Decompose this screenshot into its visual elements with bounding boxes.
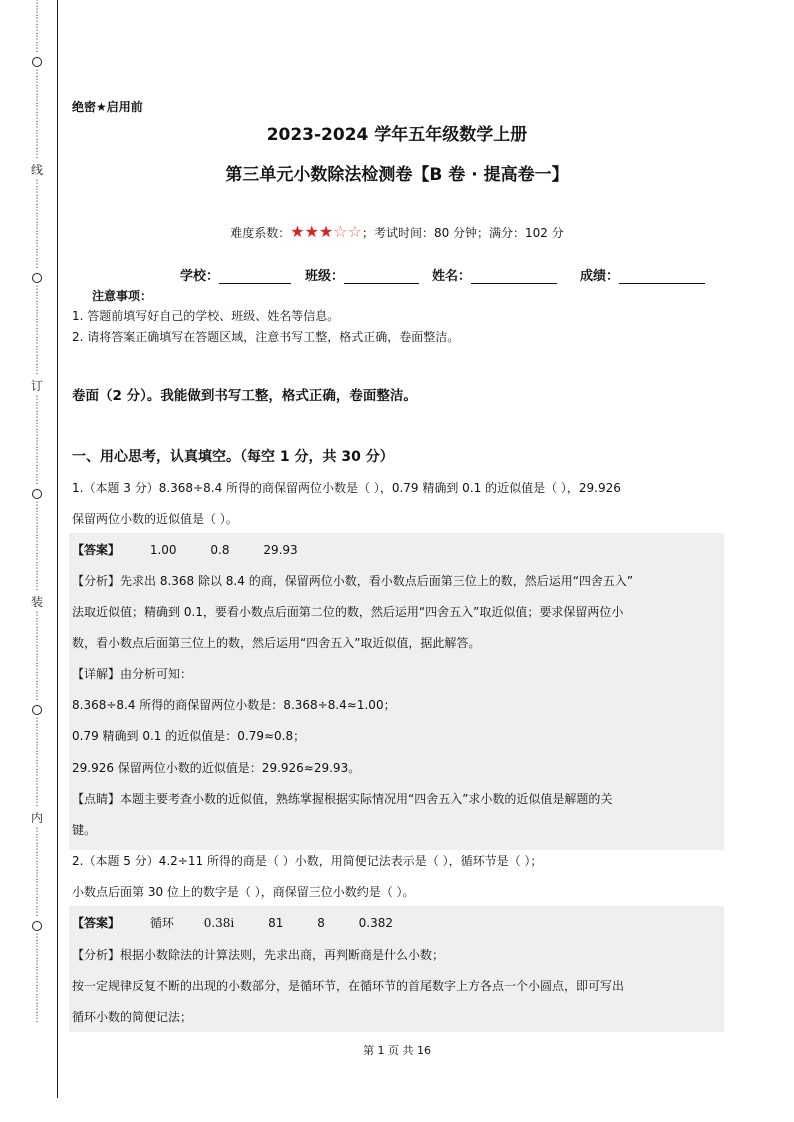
notice-item: 2. 请将答案正确填写在答题区域，注意书写工整，格式正确，卷面整洁。: [72, 330, 460, 344]
binding-dot: ⋮: [32, 440, 42, 450]
school-field: [180, 265, 291, 284]
binding-dot: ⋮: [32, 348, 42, 358]
binding-dot: ⋮: [32, 827, 42, 837]
binding-dot: ⋮: [32, 1014, 42, 1024]
detail-text: 【详解】由分析可知：: [72, 667, 193, 681]
score-blank[interactable]: [619, 269, 705, 284]
binding-dot: ⋮: [32, 735, 42, 745]
binding-dot: ⋮: [32, 845, 42, 855]
binding-dot: ⋮: [32, 960, 42, 970]
binding-dot: ⋮: [32, 260, 42, 270]
binding-dot: ⋮: [32, 899, 42, 909]
binding-dot: ⋮: [32, 564, 42, 574]
binding-dot: ⋮: [32, 150, 42, 160]
binding-dot: ⋮: [32, 141, 42, 151]
binding-dot: ⋮: [32, 744, 42, 754]
binding-dot: ⋮: [32, 251, 42, 261]
binding-dot: ⋮: [32, 620, 42, 630]
binding-dot: ⋮: [32, 35, 42, 45]
school-blank[interactable]: [219, 269, 291, 284]
binding-dot: ⋮: [32, 179, 42, 189]
binding-dot: ⋮: [32, 881, 42, 891]
binding-dot: ⋮: [32, 854, 42, 864]
binding-dot: ⋮: [32, 528, 42, 538]
binding-char: 内: [30, 811, 43, 825]
detail-text: 29.926 保留两位小数的近似值是：29.926≈29.93。: [72, 761, 361, 775]
binding-dot: ⋮: [32, 69, 42, 79]
binding-dot: ⋮: [32, 114, 42, 124]
binding-dot: ⋮: [32, 629, 42, 639]
binding-dot: ⋮: [32, 303, 42, 313]
page-subtitle: 第三单元小数除法检测卷【B 卷 · 提高卷一】: [225, 165, 569, 185]
analysis-text: 【分析】根据小数除法的计算法则，先求出商，再判断商是什么小数；: [72, 948, 445, 962]
binding-circle-icon: [32, 273, 42, 283]
binding-dot: ⋮: [32, 890, 42, 900]
name-field: [432, 265, 557, 284]
binding-dot: ⋮: [32, 467, 42, 477]
detail-text: 8.368÷8.4 所得的商保留两位小数是：8.368÷8.4≈1.00；: [72, 698, 396, 712]
binding-dot: ⋮: [32, 339, 42, 349]
binding-dot: ⋮: [32, 789, 42, 799]
question-2-line: 小数点后面第 30 位上的数字是（ ），商保留三位小数约是（ ）。: [72, 885, 415, 899]
binding-circle-icon: [32, 921, 42, 931]
analysis-text: 法取近似值；精确到 0.1，要看小数点后面第二位的数，然后运用“四舍五入”取近似值；要求保留两位小: [72, 605, 624, 619]
binding-dot: ⋮: [32, 798, 42, 808]
binding-dot: ⋮: [32, 908, 42, 918]
binding-dot: ⋮: [32, 233, 42, 243]
binding-dot: ⋮: [32, 224, 42, 234]
binding-dot: ⋮: [32, 285, 42, 295]
star-empty-icon: ☆☆: [333, 222, 362, 241]
class-blank[interactable]: [344, 269, 419, 284]
binding-dot: ⋮: [32, 647, 42, 657]
answer-value: 1.00: [149, 543, 177, 557]
binding-dot: ⋮: [32, 26, 42, 36]
answer-value: 81: [268, 916, 284, 930]
binding-dot: ⋮: [32, 726, 42, 736]
binding-dot: ⋮: [32, 987, 42, 997]
exam-meta: [0, 222, 794, 241]
binding-dot: ⋮: [32, 458, 42, 468]
answer-label: 【答案】: [72, 543, 121, 557]
binding-dot: ⋮: [32, 422, 42, 432]
school-label: 学校：: [180, 269, 220, 284]
binding-dot: ⋮: [32, 537, 42, 547]
binding-dot: ⋮: [32, 8, 42, 18]
binding-dot: ⋮: [32, 933, 42, 943]
binding-dot: ⋮: [32, 312, 42, 322]
binding-dot: ⋮: [32, 197, 42, 207]
binding-dot: ⋮: [32, 242, 42, 252]
binding-dot: ⋮: [32, 863, 42, 873]
binding-dot: ⋮: [32, 321, 42, 331]
binding-dot: ⋮: [32, 717, 42, 727]
binding-dot: ⋮: [32, 413, 42, 423]
analysis-text: 循环小数的简便记法；: [72, 1010, 193, 1024]
binding-dot: ⋮: [32, 501, 42, 511]
binding-char: 线: [30, 163, 43, 177]
answer-label: 【答案】: [72, 916, 121, 930]
score-label: 成绩：: [580, 269, 620, 284]
binding-dot: ⋮: [32, 762, 42, 772]
point-text: 【点睛】本题主要考查小数的近似值，熟练掌握根据实际情况用“四舍五入”求小数的近似值是解题的关: [72, 792, 613, 806]
binding-dot: ⋮: [32, 942, 42, 952]
binding-dot: ⋮: [32, 582, 42, 592]
binding-dot: ⋮: [32, 611, 42, 621]
page-title: 2023-2024 学年五年级数学上册: [266, 125, 528, 145]
binding-dot: ⋮: [32, 431, 42, 441]
name-blank[interactable]: [471, 269, 557, 284]
question-2-line: 2.（本题 5 分）4.2÷11 所得的商是（ ）小数，用简便记法表示是（ ），循环节是（ ）；: [72, 854, 543, 868]
notice-item: 1. 答题前填写好自己的学校、班级、姓名等信息。: [72, 309, 340, 323]
binding-dot: ⋮: [32, 0, 42, 9]
difficulty-stars: [290, 222, 362, 241]
binding-dot: ⋮: [32, 573, 42, 583]
binding-dot: ⋮: [32, 510, 42, 520]
binding-dot: ⋮: [32, 996, 42, 1006]
star-filled-icon: ★★★: [290, 222, 334, 241]
binding-dot: ⋮: [32, 105, 42, 115]
answer-value: 0.38i: [203, 916, 235, 930]
binding-dot: ⋮: [32, 951, 42, 961]
binding-dot: ⋮: [32, 753, 42, 763]
answer-row: [72, 914, 724, 931]
binding-dot: ⋮: [32, 17, 42, 27]
class-label: 班级：: [305, 269, 345, 284]
binding-dot: ⋮: [32, 546, 42, 556]
answer-value: 0.8: [210, 543, 230, 557]
binding-dot: ⋮: [32, 555, 42, 565]
binding-dot: ⋮: [32, 294, 42, 304]
analysis-text: 【分析】先求出 8.368 除以 8.4 的商，保留两位小数，看小数点后面第三位上的数，然后运用“四舍五入”: [72, 574, 634, 588]
binding-dot: ⋮: [32, 638, 42, 648]
class-field: [305, 265, 419, 284]
answer-value: 循环: [149, 916, 174, 930]
notice-title: 注意事项：: [92, 289, 153, 303]
binding-dot: ⋮: [32, 665, 42, 675]
binding-dot: ⋮: [32, 969, 42, 979]
binding-dot: ⋮: [32, 123, 42, 133]
answer-row: [72, 541, 724, 558]
binding-circle-icon: [32, 57, 42, 67]
binding-dot: ⋮: [32, 683, 42, 693]
score-field: [580, 265, 705, 284]
binding-dot: ⋮: [32, 395, 42, 405]
binding-circle-icon: [32, 489, 42, 499]
name-label: 姓名：: [432, 269, 472, 284]
page-footer: 第 1 页 共 16: [363, 1044, 431, 1057]
question-1-line: 1.（本题 3 分）8.368÷8.4 所得的商保留两位小数是（ ），0.79 精确到 0.1 的近似值是（ ），29.926: [72, 481, 621, 495]
point-text: 键。: [72, 823, 97, 837]
binding-dot: ⋮: [32, 404, 42, 414]
binding-dot: ⋮: [32, 357, 42, 367]
binding-dot: ⋮: [32, 978, 42, 988]
section-heading: 一、用心思考，认真填空。（每空 1 分，共 30 分）: [72, 449, 394, 465]
binding-dot: ⋮: [32, 215, 42, 225]
binding-dot: ⋮: [32, 780, 42, 790]
binding-dot: ⋮: [32, 96, 42, 106]
binding-dot: ⋮: [32, 476, 42, 486]
binding-dot: ⋮: [32, 188, 42, 198]
difficulty-label: 难度系数：: [230, 226, 291, 240]
detail-text: 0.79 精确到 0.1 的近似值是：0.79≈0.8；: [72, 729, 306, 743]
binding-dot: ⋮: [32, 872, 42, 882]
analysis-text: 数，看小数点后面第三位上的数，然后运用“四舍五入”取近似值，据此解答。: [72, 636, 481, 650]
answer-value: 8: [317, 916, 325, 930]
binding-char: 装: [30, 595, 43, 609]
exam-time-score: ；考试时间：80 分钟；满分：102 分: [361, 226, 564, 240]
binding-dot: ⋮: [32, 656, 42, 666]
binding-dot: ⋮: [32, 206, 42, 216]
question-1-line: 保留两位小数的近似值是（ ）。: [72, 512, 238, 526]
binding-dot: ⋮: [32, 44, 42, 54]
binding-dot: ⋮: [32, 330, 42, 340]
analysis-text: 按一定规律反复不断的出现的小数部分，是循环节，在循环节的首尾数字上方各点一个小圆点，即可写出: [72, 979, 625, 993]
binding-char: 订: [30, 379, 43, 393]
binding-circle-icon: [32, 705, 42, 715]
binding-dot: ⋮: [32, 78, 42, 88]
binding-dot: ⋮: [32, 771, 42, 781]
binding-dot: ⋮: [32, 366, 42, 376]
binding-dot: ⋮: [32, 674, 42, 684]
binding-dot: ⋮: [32, 519, 42, 529]
binding-dot: ⋮: [32, 87, 42, 97]
binding-dot: ⋮: [32, 132, 42, 142]
binding-dot: ⋮: [32, 449, 42, 459]
answer-value: 0.382: [358, 916, 394, 930]
answer-value: 29.93: [263, 543, 298, 557]
binding-dot: ⋮: [32, 836, 42, 846]
neatness-statement: 卷面（2 分）。我能做到书写工整，格式正确，卷面整洁。: [72, 388, 417, 404]
secret-label: 绝密★启用前: [72, 100, 143, 114]
binding-dot: ⋮: [32, 1005, 42, 1015]
binding-dot: ⋮: [32, 692, 42, 702]
